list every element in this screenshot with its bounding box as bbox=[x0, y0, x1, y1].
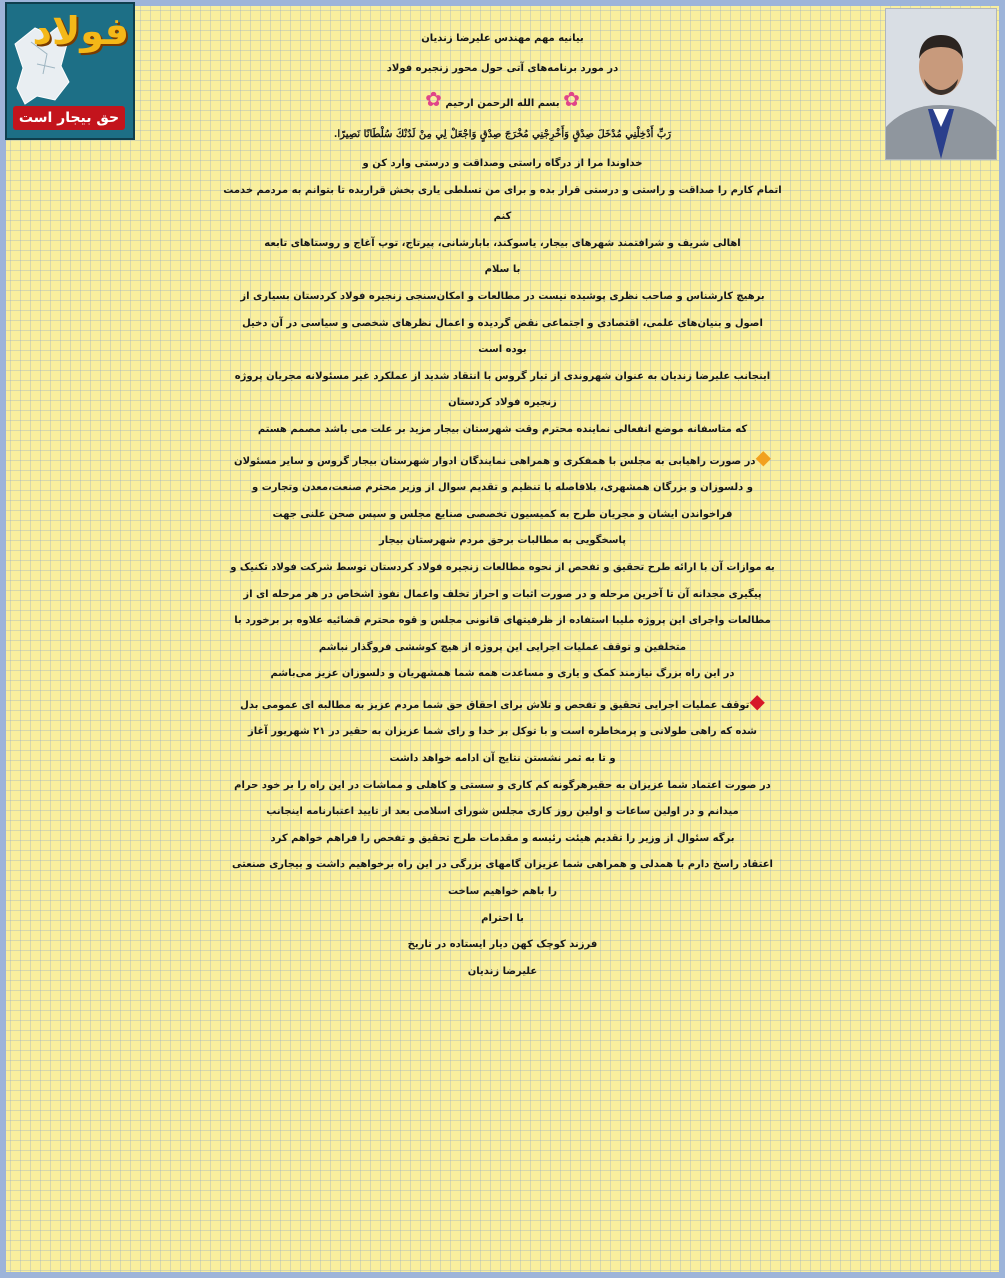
body-line: زنجیره فولاد کردستان bbox=[448, 397, 557, 409]
body-line: را باهم خواهیم ساخت bbox=[447, 886, 558, 898]
statement-subtitle: در مورد برنامه‌های آتی حول محور زنجیره فولاد bbox=[386, 63, 619, 74]
body-line-text: در صورت راهیابی به مجلس با همفکری و همراهی نمایندگان ادوار شهرستان بیجار گروس و سایر مسئولان bbox=[234, 455, 756, 467]
body-line: پاسخگویی به مطالبات برحق مردم شهرستان بیجار bbox=[378, 535, 627, 547]
basmala-text: بسم الله الرحمن ارحیم bbox=[445, 98, 560, 109]
statement-title: بیانیه مهم مهندس علیرضا زندیان bbox=[421, 33, 584, 44]
quran-verse: رَبِّ أَدْخِلْنِي مُدْخَلَ صِدْقٍ وَأَخْرِجْنِي مُخْرَجَ صِدْقٍ وَاجْعَلْ لِي مِنْ لَدُنْكَ سُلْطَانًا نَصِيرًا. bbox=[333, 129, 672, 140]
logo-brand-text: فولاد bbox=[32, 9, 129, 53]
body-line: متخلفین و توقف عملیات اجرایی این پروژه از هیچ کوششی فروگذار نباشم bbox=[318, 641, 687, 653]
red-diamond-icon: ◆ bbox=[749, 688, 765, 713]
body-line: و تا به ثمر نشستن نتایج آن ادامه خواهد داشت bbox=[389, 753, 616, 765]
bullet-line bbox=[8, 444, 997, 476]
body-line: اعتقاد راسخ دارم با همدلی و همراهی شما عزیزان گامهای بزرگی در این راه برخواهیم داشت و بیجاری صنعتی bbox=[232, 859, 773, 871]
orange-diamond-icon: ◆ bbox=[755, 444, 771, 469]
body-line: به موازات آن با ارائه طرح تحقیق و تفحص از نحوه مطالعات زنجیره فولاد کردستان توسط شرکت فولاد تکنیک و bbox=[230, 561, 775, 573]
body-line: و دلسوزان و بزرگان همشهری، بلافاصله با تنظیم و تقدیم سوال از وزیر محترم صنعت،معدن وتجارت و bbox=[252, 482, 753, 494]
body-line: در این راه بزرگ نیازمند کمک و یاری و مساعدت همه شما همشهریان و دلسوزان عزیز می‌باشم bbox=[270, 668, 735, 680]
body-line: که متاسفانه موضع انفعالی نماینده محترم وقت شهرستان بیجار مزید بر علت می باشد مصمم هستم bbox=[257, 423, 748, 435]
body-line: اصول و بنیان‌های علمی، اقتصادی و اجتماعی نقض گردیده و اعمال نظرهای شخصی و سیاسی در آن دخیل bbox=[242, 317, 763, 329]
body-line: برگه سئوال از وزیر را تقدیم هیئت رئیسه و مقدمات طرح تحقیق و تفحص را فراهم خواهم کرد bbox=[270, 832, 735, 844]
body-line: شده که راهی طولانی و پرمخاطره است و با توکل بر خدا و رای شما عزیزان به حقیر در ۲۱ شهریور آغاز bbox=[247, 726, 758, 738]
signature-title: فرزند کوچک کهن دیار ایستاده در تاریخ bbox=[407, 939, 598, 951]
closing-regards: با احترام bbox=[481, 912, 524, 924]
body-line: میدانم و در اولین ساعات و اولین روز کاری مجلس شورای اسلامی بعد از تایید اعتبارنامه اینجانب bbox=[266, 806, 739, 818]
basmala-line bbox=[8, 84, 997, 119]
body-line-text: توقف عملیات اجرایی تحقیق و تفحص و تلاش برای احقاق حق شما مردم عزیز به مطالبه ای عمومی بدل bbox=[240, 699, 750, 711]
flower-icon: ✿ bbox=[563, 87, 580, 111]
body-line: مطالعات واجرای این پروژه ملیبا استفاده از ظرفیتهای قانونی مجلس و قوه محترم قضائیه علاوه بر برخورد با bbox=[234, 615, 771, 627]
flower-icon: ✿ bbox=[425, 87, 442, 111]
body-line: اهالی شریف و شرافتمند شهرهای بیجار، یاسوکند، بابارشانی، پیرتاج، توپ آغاج و روستاهای تابعه bbox=[264, 237, 741, 249]
body-line: کنم bbox=[493, 211, 512, 223]
body-line: اینجانب علیرضا زندیان به عنوان شهروندی از تبار گروس با انتقاد شدید از عملکرد غیر مسئولانه مجریان پروژه bbox=[234, 370, 771, 382]
body-line: در صورت اعتماد شما عزیزان به حقیرهرگونه کم کاری و سستی و کاهلی و مماشات در این راه را بر خود حرام bbox=[234, 779, 771, 791]
body-line: بوده است bbox=[478, 344, 527, 356]
body-line: برهیچ کارشناس و صاحب نظری پوشیده نیست در مطالعات و امکان‌سنجی زنجیره فولاد کردستان بسیاری از bbox=[240, 290, 765, 302]
bullet-line bbox=[8, 688, 997, 720]
body-line: پیگیری مجدانه آن تا آخرین مرحله و در صورت اثبات و احراز تخلف واعمال نفوذ اشخاص در هر مرحله ای از bbox=[243, 588, 762, 600]
statement-document bbox=[8, 24, 997, 985]
logo-slogan: حق بیجار است bbox=[13, 106, 125, 130]
body-line: فراخواندن ایشان و مجریان طرح به کمیسیون تخصصی صنایع مجلس و سپس صحن علنی جهت bbox=[272, 508, 733, 520]
signature-name: علیرضا زندیان bbox=[467, 965, 538, 977]
body-line: اتمام کارم را صداقت و راستی و درستی قرار بده و برای من تسلطی یاری بخش قراربده تا بتوانم به مردمم خدمت bbox=[223, 184, 782, 196]
body-line: خداوندا مرا از درگاه راستی وصداقت و درستی وارد کن و bbox=[362, 158, 643, 169]
body-line: با سلام bbox=[484, 264, 521, 276]
